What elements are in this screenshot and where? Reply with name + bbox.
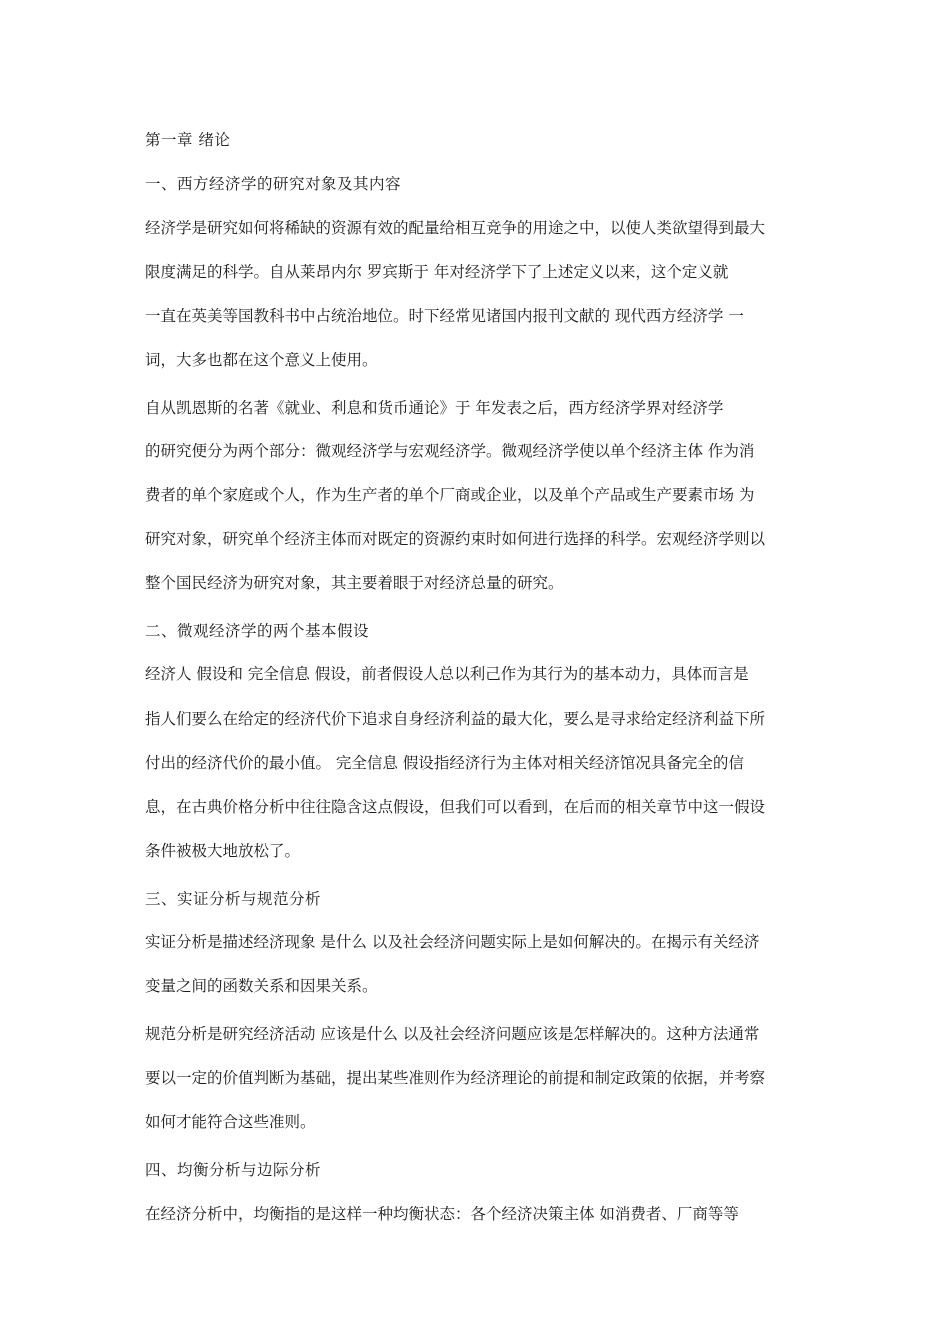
paragraph-line: 经济学是研究如何将稀缺的资源有效的配量给相互竞争的用途之中，以使人类欲望得到最大	[145, 219, 766, 237]
paragraph-line: 规范分析是研究经济活动 应该是什么 以及社会经济问题应该是怎样解决的。这种方法通常	[145, 1025, 760, 1043]
paragraph-line: 息，在古典价格分析中往往隐含这点假设，但我们可以看到，在后而的相关章节中这一假设	[145, 798, 766, 816]
paragraph-line: 词，大多也都在这个意义上使用。	[145, 351, 378, 369]
paragraph-line: 付出的经济代价的最小值。 完全信息 假设指经济行为主体对相关经济馆况具备完全的信	[145, 754, 744, 772]
paragraph-line: 指人们要么在给定的经济代价下追求自身经济利益的最大化，要么是寻求给定经济利益下所	[145, 710, 766, 728]
paragraph-line: 如何才能符合这些准则。	[145, 1113, 316, 1131]
paragraph-line: 一直在英美等国教科书中占统治地位。时下经常见诸国内报刊文献的 现代西方经济学 一	[145, 307, 744, 325]
paragraph-line: 整个国民经济为研究对象，其主要着眼于对经济总量的研究。	[145, 574, 564, 592]
section-heading-2: 二、微观经济学的两个基本假设	[145, 622, 370, 640]
paragraph-line: 要以一定的价值判断为基础，提出某些准则作为经济理论的前提和制定政策的依据，并考察	[145, 1069, 766, 1087]
paragraph-line: 经济人 假设和 完全信息 假设，前者假设人总以利己作为其行为的基本动力，具体而言是	[145, 665, 749, 683]
section-heading-1: 一、西方经济学的研究对象及其内容	[145, 175, 402, 193]
paragraph-line: 实证分析是描述经济现象 是什么 以及社会经济问题实际上是如何解决的。在揭示有关经济	[145, 933, 760, 951]
paragraph-line: 条件被极大地放松了。	[145, 842, 301, 860]
paragraph-line: 费者的单个家庭或个人，作为生产者的单个厂商或企业，以及单个产品或生产要素市场 为	[145, 486, 755, 504]
paragraph-line: 自从凯恩斯的名著《就业、利息和货币通论》于 年发表之后，西方经济学界对经济学	[145, 399, 724, 417]
paragraph-line: 限度满足的科学。自从莱昂内尔 罗宾斯于 年对经济学下了上述定义以来，这个定义就	[145, 263, 729, 281]
paragraph-line: 研究对象，研究单个经济主体而对既定的资源约束时如何进行选择的科学。宏观经济学则以	[145, 530, 766, 548]
paragraph-line: 在经济分析中，均衡指的是这样一种均衡状态：各个经济决策主体 如消费者、厂商等等	[145, 1205, 739, 1223]
section-heading-4: 四、均衡分析与边际分析	[145, 1161, 322, 1179]
paragraph-line: 的研究便分为两个部分：微观经济学与宏观经济学。微观经济学使以单个经济主体 作为消	[145, 442, 755, 460]
section-heading-3: 三、实证分析与规范分析	[145, 890, 322, 908]
chapter-title: 第一章 绪论	[145, 131, 231, 149]
paragraph-line: 变量之间的函数关系和因果关系。	[145, 977, 378, 995]
